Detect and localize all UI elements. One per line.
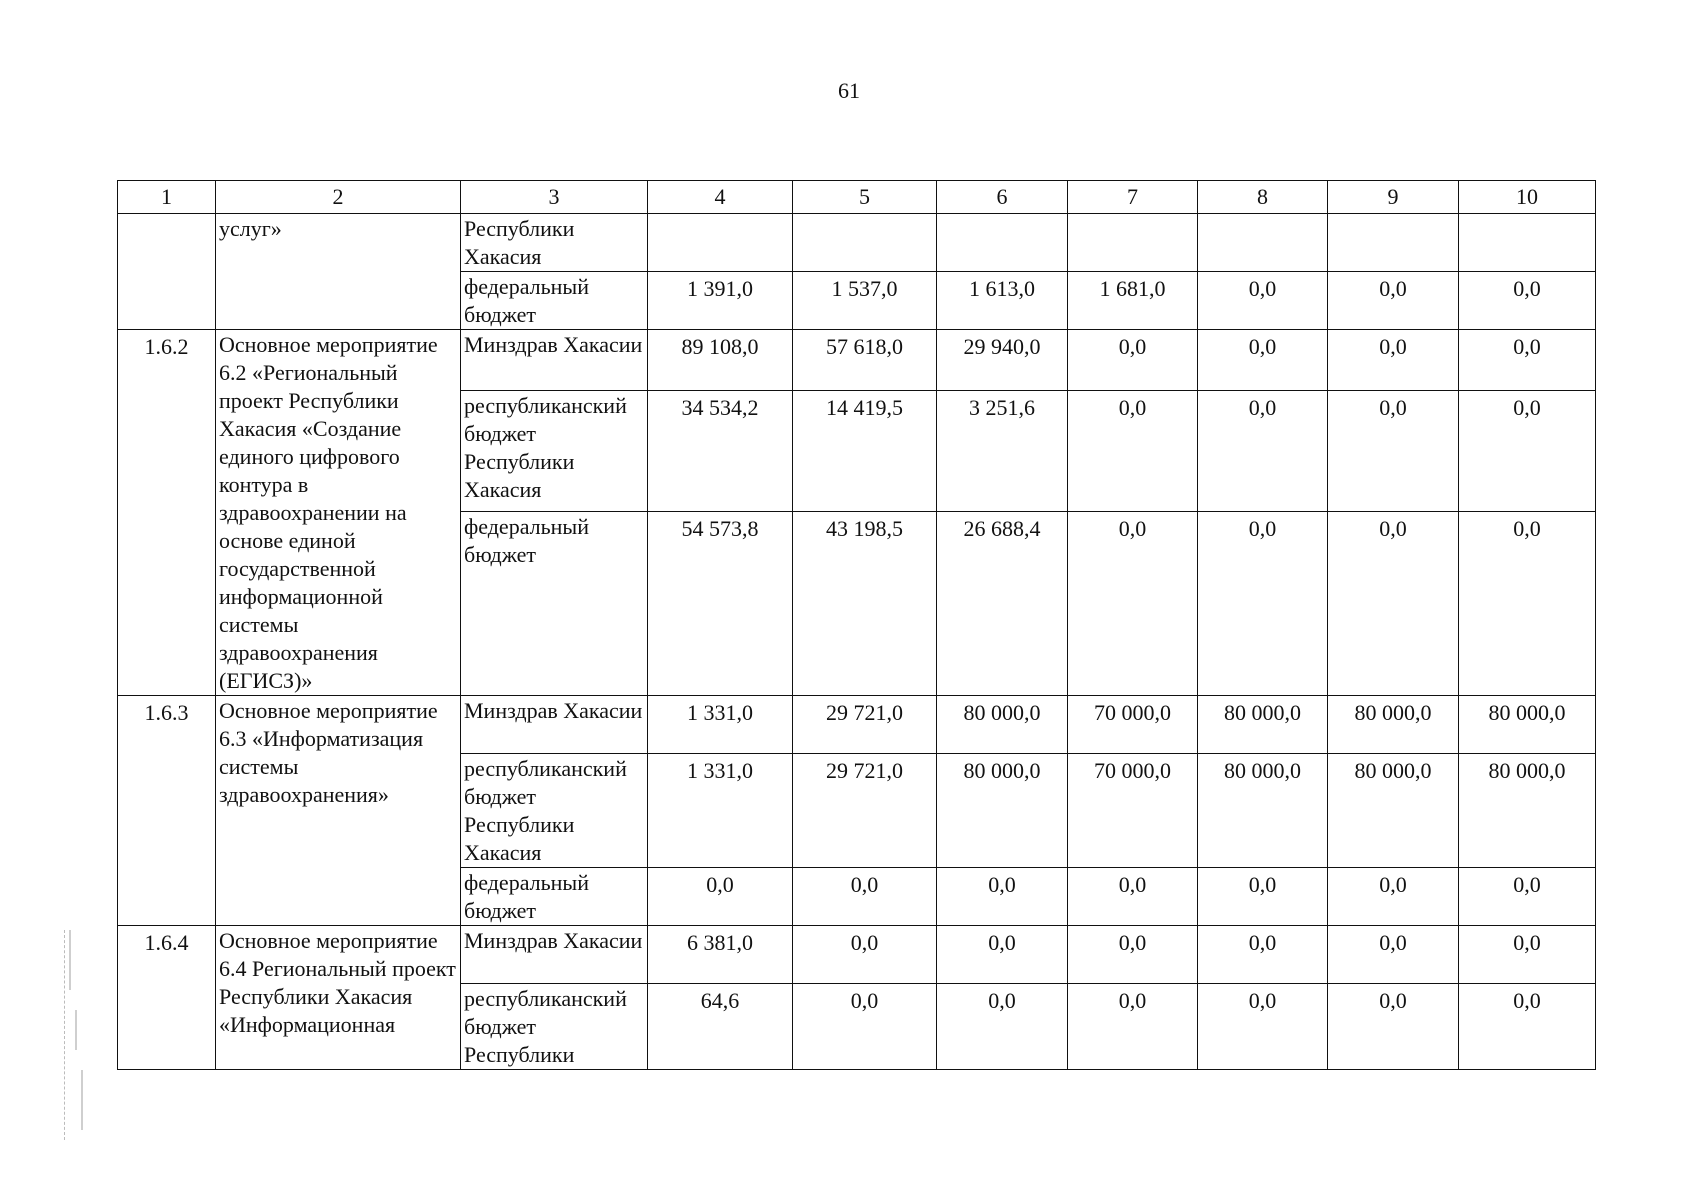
value-cell: 0,0	[1198, 868, 1328, 926]
value-cell: 0,0	[793, 984, 937, 1070]
value-cell: 0,0	[937, 926, 1068, 984]
funding-source: Минздрав Хакасии	[461, 926, 648, 984]
header-cell: 2	[216, 181, 461, 214]
value-cell: 70 000,0	[1068, 754, 1198, 868]
value-cell: 0,0	[1459, 984, 1596, 1070]
value-cell: 1 391,0	[648, 272, 793, 330]
item-name: Основное мероприятие 6.2 «Региональный проект Республики Хакасия «Создание единого цифрового контура в здравоохранении на основе единой государственной информационной системы здравоохранения (ЕГИСЗ)»	[216, 330, 461, 696]
value-cell: 1 613,0	[937, 272, 1068, 330]
value-cell	[648, 214, 793, 272]
value-cell: 0,0	[1459, 511, 1596, 695]
value-cell: 0,0	[1068, 391, 1198, 512]
header-cell: 4	[648, 181, 793, 214]
value-cell: 0,0	[1328, 926, 1459, 984]
value-cell: 80 000,0	[1198, 754, 1328, 868]
value-cell: 0,0	[1068, 511, 1198, 695]
item-code: 1.6.4	[118, 926, 216, 1070]
header-cell: 6	[937, 181, 1068, 214]
value-cell: 80 000,0	[937, 696, 1068, 754]
value-cell: 14 419,5	[793, 391, 937, 512]
value-cell: 0,0	[1459, 272, 1596, 330]
item-code: 1.6.3	[118, 696, 216, 926]
value-cell: 0,0	[1068, 984, 1198, 1070]
value-cell: 0,0	[1328, 391, 1459, 512]
table-row	[118, 330, 1596, 391]
value-cell: 80 000,0	[1459, 696, 1596, 754]
value-cell: 0,0	[1328, 330, 1459, 391]
table-row	[118, 696, 1596, 754]
value-cell	[1198, 214, 1328, 272]
header-cell: 1	[118, 181, 216, 214]
value-cell: 0,0	[1198, 391, 1328, 512]
funding-source: республиканский бюджет Республики Хакасия	[461, 391, 648, 512]
table-body	[118, 181, 1596, 1070]
value-cell: 0,0	[1198, 330, 1328, 391]
value-cell: 0,0	[937, 984, 1068, 1070]
funding-source: республиканский бюджет Республики	[461, 984, 648, 1070]
value-cell: 3 251,6	[937, 391, 1068, 512]
funding-source: Минздрав Хакасии	[461, 696, 648, 754]
value-cell: 1 331,0	[648, 696, 793, 754]
value-cell: 0,0	[793, 868, 937, 926]
value-cell: 0,0	[648, 868, 793, 926]
value-cell: 29 721,0	[793, 696, 937, 754]
value-cell: 0,0	[937, 868, 1068, 926]
header-cell: 5	[793, 181, 937, 214]
value-cell: 1 331,0	[648, 754, 793, 868]
value-cell: 29 721,0	[793, 754, 937, 868]
header-cell: 10	[1459, 181, 1596, 214]
header-cell: 9	[1328, 181, 1459, 214]
value-cell: 0,0	[1068, 926, 1198, 984]
value-cell: 29 940,0	[937, 330, 1068, 391]
value-cell: 0,0	[1328, 272, 1459, 330]
value-cell: 0,0	[1198, 984, 1328, 1070]
item-code	[118, 214, 216, 330]
value-cell: 0,0	[1198, 926, 1328, 984]
value-cell: 0,0	[1328, 868, 1459, 926]
header-row	[118, 181, 1596, 214]
funding-source: Республики Хакасия	[461, 214, 648, 272]
value-cell: 0,0	[793, 926, 937, 984]
value-cell: 89 108,0	[648, 330, 793, 391]
item-code: 1.6.2	[118, 330, 216, 696]
value-cell: 54 573,8	[648, 511, 793, 695]
value-cell: 80 000,0	[1328, 754, 1459, 868]
value-cell	[793, 214, 937, 272]
value-cell: 43 198,5	[793, 511, 937, 695]
value-cell	[1068, 214, 1198, 272]
value-cell: 80 000,0	[937, 754, 1068, 868]
value-cell: 0,0	[1328, 511, 1459, 695]
value-cell	[937, 214, 1068, 272]
header-cell: 3	[461, 181, 648, 214]
value-cell: 0,0	[1068, 868, 1198, 926]
budget-table	[117, 180, 1596, 1070]
table-row	[118, 214, 1596, 272]
value-cell: 0,0	[1198, 511, 1328, 695]
value-cell: 57 618,0	[793, 330, 937, 391]
item-name: Основное мероприятие 6.4 Региональный проект Республики Хакасия «Информационная	[216, 926, 461, 1070]
funding-source: федеральный бюджет	[461, 272, 648, 330]
item-name: услуг»	[216, 214, 461, 330]
item-name: Основное мероприятие 6.3 «Информатизация системы здравоохранения»	[216, 696, 461, 926]
value-cell: 1 537,0	[793, 272, 937, 330]
table-row	[118, 926, 1596, 984]
value-cell: 80 000,0	[1328, 696, 1459, 754]
funding-source: федеральный бюджет	[461, 868, 648, 926]
value-cell: 0,0	[1459, 330, 1596, 391]
value-cell: 80 000,0	[1198, 696, 1328, 754]
value-cell: 0,0	[1068, 330, 1198, 391]
value-cell: 1 681,0	[1068, 272, 1198, 330]
header-cell: 7	[1068, 181, 1198, 214]
funding-source: Минздрав Хакасии	[461, 330, 648, 391]
value-cell: 0,0	[1198, 272, 1328, 330]
side-stamp	[64, 930, 105, 1140]
value-cell: 0,0	[1328, 984, 1459, 1070]
value-cell: 80 000,0	[1459, 754, 1596, 868]
value-cell: 70 000,0	[1068, 696, 1198, 754]
value-cell: 6 381,0	[648, 926, 793, 984]
value-cell: 0,0	[1459, 391, 1596, 512]
page-number: 61	[838, 78, 860, 103]
value-cell: 64,6	[648, 984, 793, 1070]
value-cell	[1328, 214, 1459, 272]
funding-source: федеральный бюджет	[461, 511, 648, 695]
header-cell: 8	[1198, 181, 1328, 214]
value-cell: 0,0	[1459, 868, 1596, 926]
value-cell: 34 534,2	[648, 391, 793, 512]
funding-source: республиканский бюджет Республики Хакасия	[461, 754, 648, 868]
value-cell	[1459, 214, 1596, 272]
value-cell: 0,0	[1459, 926, 1596, 984]
value-cell: 26 688,4	[937, 511, 1068, 695]
